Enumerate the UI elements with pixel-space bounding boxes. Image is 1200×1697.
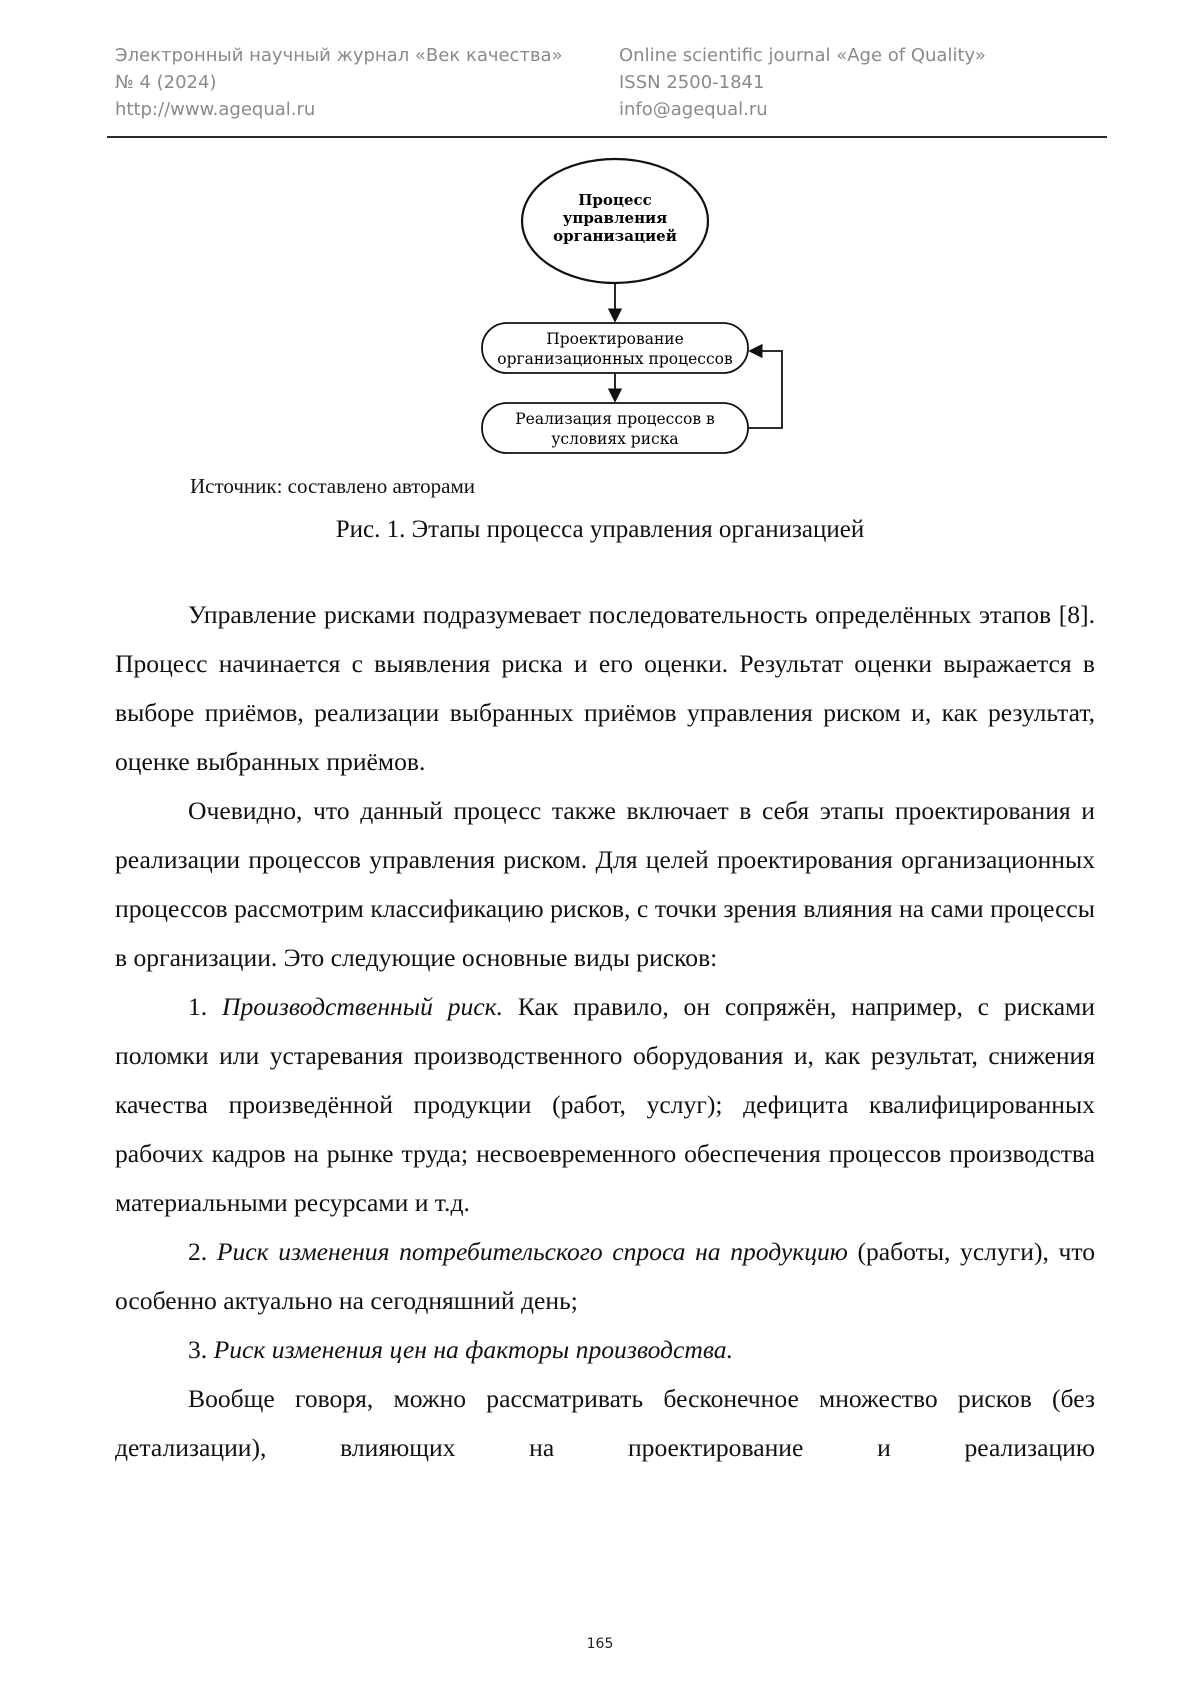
journal-title-ru: Электронный научный журнал «Век качества» — [115, 45, 563, 66]
issue-number: № 4 (2024) — [115, 72, 217, 93]
node-process-implementation-line2: условиях риска — [551, 430, 679, 448]
journal-email[interactable]: info@agequal.ru — [619, 99, 768, 120]
header-divider — [107, 136, 1107, 138]
list-item-text: (работы, услуги), что особенно актуально на сегодняшний день; — [115, 1237, 1095, 1315]
list-item-title: Риск изменения потребительского спроса на продукцию — [216, 1237, 848, 1266]
list-item-number: 1. — [188, 992, 208, 1021]
journal-url[interactable]: http://www.agequal.ru — [115, 99, 316, 120]
list-item-number: 3. — [188, 1335, 208, 1364]
journal-header-ru — [115, 42, 563, 123]
list-item-title: Риск изменения цен на факторы производства. — [213, 1335, 733, 1364]
figure-source: Источник: составлено авторами — [190, 474, 475, 498]
paragraph: Управление рисками подразумевает последовательность определённых этапов [8]. Процесс начинается с выявления риска и его оценки. Результат оценки выражается в выборе приёмов, реализации выбранных приёмов управления риском и, как результат, оценке выбранных приёмов. — [115, 600, 1095, 776]
journal-header-en — [619, 42, 986, 123]
issn: ISSN 2500-1841 — [619, 72, 765, 93]
paragraph: Вообще говоря, можно рассматривать бесконечное множество рисков (без детализации), влияющих на проектирование и реализацию — [115, 1384, 1095, 1462]
node-org-process-design-line2: организационных процессов — [497, 350, 733, 368]
journal-title-en: Online scientific journal «Age of Quality» — [619, 45, 986, 66]
figure-caption: Рис. 1. Этапы процесса управления организацией — [335, 516, 865, 543]
list-item-number: 2. — [188, 1237, 208, 1266]
node-management-process-line3: организацией — [553, 227, 677, 245]
article-body — [115, 590, 1095, 1472]
list-item — [115, 1325, 1095, 1374]
paragraph: Очевидно, что данный процесс также включает в себя этапы проектирования и реализации процессов управления риском. Для целей проектирования организационных процессов рассмотрим классификацию рисков, с точки зрения влияния на сами процессы в организации. Это следующие основные виды рисков: — [115, 796, 1095, 972]
page-number: 165 — [586, 1636, 614, 1652]
list-item-title: Производственный риск. — [222, 992, 504, 1021]
list-item-text: Как правило, он сопряжён, например, с рисками поломки или устаревания производственного оборудования и, как результат, снижения качества произведённой продукции (работ, услуг); дефицита квалифицированных рабочих кадров на рынке труда; несвоевременного обеспечения процессов производства материальными ресурсами и т.д. — [115, 992, 1095, 1217]
process-flow-diagram — [470, 155, 800, 465]
node-management-process-line2: управления — [562, 209, 668, 227]
list-item — [115, 1227, 1095, 1325]
node-org-process-design-line1: Проектирование — [546, 330, 684, 348]
list-item — [115, 982, 1095, 1227]
feedback-arrow — [748, 351, 782, 428]
node-process-implementation-line1: Реализация процессов в — [515, 410, 715, 428]
node-management-process-line1: Процесс — [578, 191, 652, 209]
